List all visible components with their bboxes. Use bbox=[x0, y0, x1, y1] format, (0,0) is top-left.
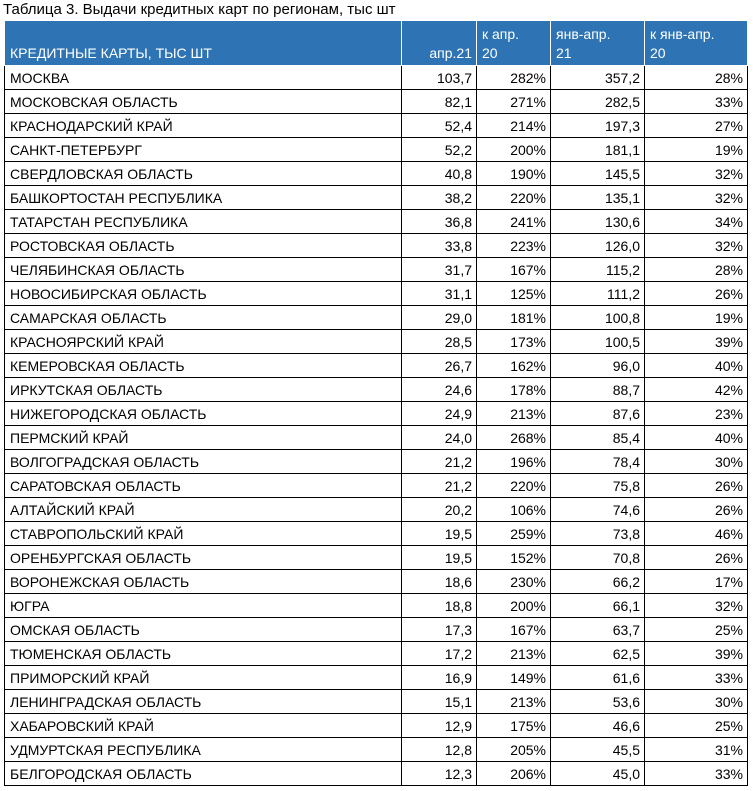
cell-apr21: 52,4 bbox=[402, 114, 477, 138]
table-row bbox=[5, 546, 748, 570]
cell-vs-jan-apr20: 26% bbox=[645, 282, 748, 306]
cell-apr21: 31,1 bbox=[402, 282, 477, 306]
cell-jan-apr21: 96,0 bbox=[551, 354, 645, 378]
cell-vs-apr20: 213% bbox=[477, 642, 551, 666]
header-apr21: апр.21 bbox=[402, 21, 477, 66]
table-row bbox=[5, 186, 748, 210]
cell-vs-jan-apr20: 25% bbox=[645, 618, 748, 642]
cell-vs-jan-apr20: 46% bbox=[645, 522, 748, 546]
cell-jan-apr21: 73,8 bbox=[551, 522, 645, 546]
cell-vs-jan-apr20: 32% bbox=[645, 186, 748, 210]
cell-vs-jan-apr20: 28% bbox=[645, 258, 748, 282]
table-row bbox=[5, 738, 748, 762]
cell-vs-apr20: 205% bbox=[477, 738, 551, 762]
cell-vs-apr20: 213% bbox=[477, 690, 551, 714]
header-jan-apr21-label: янв-апр. 21 bbox=[556, 26, 611, 61]
table-row bbox=[5, 426, 748, 450]
cell-region: МОСКОВСКАЯ ОБЛАСТЬ bbox=[5, 90, 402, 114]
table-row bbox=[5, 642, 748, 666]
cell-jan-apr21: 53,6 bbox=[551, 690, 645, 714]
cell-vs-apr20: 230% bbox=[477, 570, 551, 594]
cell-apr21: 24,6 bbox=[402, 378, 477, 402]
cell-vs-jan-apr20: 40% bbox=[645, 354, 748, 378]
cell-apr21: 24,0 bbox=[402, 426, 477, 450]
cell-region: ПРИМОРСКИЙ КРАЙ bbox=[5, 666, 402, 690]
cell-apr21: 19,5 bbox=[402, 522, 477, 546]
cell-vs-jan-apr20: 19% bbox=[645, 306, 748, 330]
cell-vs-jan-apr20: 32% bbox=[645, 594, 748, 618]
cell-region: КЕМЕРОВСКАЯ ОБЛАСТЬ bbox=[5, 354, 402, 378]
cell-vs-apr20: 181% bbox=[477, 306, 551, 330]
cell-vs-apr20: 214% bbox=[477, 114, 551, 138]
cell-region: ПЕРМСКИЙ КРАЙ bbox=[5, 426, 402, 450]
credit-cards-table bbox=[4, 20, 748, 786]
cell-jan-apr21: 63,7 bbox=[551, 618, 645, 642]
cell-vs-apr20: 196% bbox=[477, 450, 551, 474]
cell-region: СВЕРДЛОВСКАЯ ОБЛАСТЬ bbox=[5, 162, 402, 186]
cell-apr21: 36,8 bbox=[402, 210, 477, 234]
cell-vs-apr20: 175% bbox=[477, 714, 551, 738]
cell-region: САМАРСКАЯ ОБЛАСТЬ bbox=[5, 306, 402, 330]
table-row bbox=[5, 570, 748, 594]
cell-vs-jan-apr20: 32% bbox=[645, 234, 748, 258]
cell-vs-apr20: 282% bbox=[477, 66, 551, 90]
cell-region: КРАСНОДАРСКИЙ КРАЙ bbox=[5, 114, 402, 138]
cell-apr21: 33,8 bbox=[402, 234, 477, 258]
header-vs-apr20 bbox=[477, 21, 551, 66]
cell-vs-apr20: 213% bbox=[477, 402, 551, 426]
cell-region: НОВОСИБИРСКАЯ ОБЛАСТЬ bbox=[5, 282, 402, 306]
cell-vs-jan-apr20: 23% bbox=[645, 402, 748, 426]
header-vs-jan-apr20-label: к янв-апр. 20 bbox=[650, 26, 715, 61]
cell-region: КРАСНОЯРСКИЙ КРАЙ bbox=[5, 330, 402, 354]
cell-jan-apr21: 62,5 bbox=[551, 642, 645, 666]
cell-apr21: 26,7 bbox=[402, 354, 477, 378]
cell-jan-apr21: 135,1 bbox=[551, 186, 645, 210]
cell-vs-apr20: 178% bbox=[477, 378, 551, 402]
cell-vs-jan-apr20: 30% bbox=[645, 690, 748, 714]
cell-jan-apr21: 130,6 bbox=[551, 210, 645, 234]
cell-jan-apr21: 145,5 bbox=[551, 162, 645, 186]
cell-vs-jan-apr20: 39% bbox=[645, 642, 748, 666]
cell-jan-apr21: 357,2 bbox=[551, 66, 645, 90]
cell-jan-apr21: 100,8 bbox=[551, 306, 645, 330]
cell-vs-jan-apr20: 31% bbox=[645, 738, 748, 762]
cell-jan-apr21: 87,6 bbox=[551, 402, 645, 426]
cell-jan-apr21: 75,8 bbox=[551, 474, 645, 498]
cell-vs-jan-apr20: 33% bbox=[645, 762, 748, 786]
cell-vs-apr20: 223% bbox=[477, 234, 551, 258]
cell-region: НИЖЕГОРОДСКАЯ ОБЛАСТЬ bbox=[5, 402, 402, 426]
header-vs-apr20-label: к апр. 20 bbox=[482, 26, 520, 61]
cell-vs-jan-apr20: 27% bbox=[645, 114, 748, 138]
cell-region: ВОРОНЕЖСКАЯ ОБЛАСТЬ bbox=[5, 570, 402, 594]
cell-apr21: 19,5 bbox=[402, 546, 477, 570]
cell-vs-jan-apr20: 26% bbox=[645, 474, 748, 498]
cell-vs-jan-apr20: 42% bbox=[645, 378, 748, 402]
cell-region: САРАТОВСКАЯ ОБЛАСТЬ bbox=[5, 474, 402, 498]
table-row bbox=[5, 402, 748, 426]
cell-apr21: 18,8 bbox=[402, 594, 477, 618]
table-row bbox=[5, 450, 748, 474]
cell-vs-apr20: 149% bbox=[477, 666, 551, 690]
cell-region: АЛТАЙСКИЙ КРАЙ bbox=[5, 498, 402, 522]
cell-jan-apr21: 88,7 bbox=[551, 378, 645, 402]
cell-apr21: 38,2 bbox=[402, 186, 477, 210]
cell-region: БАШКОРТОСТАН РЕСПУБЛИКА bbox=[5, 186, 402, 210]
cell-vs-apr20: 271% bbox=[477, 90, 551, 114]
cell-region: ЮГРА bbox=[5, 594, 402, 618]
cell-vs-apr20: 125% bbox=[477, 282, 551, 306]
table-row bbox=[5, 66, 748, 90]
table-row bbox=[5, 666, 748, 690]
cell-apr21: 21,2 bbox=[402, 450, 477, 474]
cell-vs-apr20: 167% bbox=[477, 618, 551, 642]
cell-region: ТЮМЕНСКАЯ ОБЛАСТЬ bbox=[5, 642, 402, 666]
cell-vs-jan-apr20: 39% bbox=[645, 330, 748, 354]
cell-jan-apr21: 85,4 bbox=[551, 426, 645, 450]
cell-vs-jan-apr20: 40% bbox=[645, 426, 748, 450]
table-row bbox=[5, 714, 748, 738]
header-region: КРЕДИТНЫЕ КАРТЫ, ТЫС ШТ bbox=[5, 21, 402, 66]
cell-jan-apr21: 74,6 bbox=[551, 498, 645, 522]
cell-vs-apr20: 220% bbox=[477, 186, 551, 210]
cell-region: САНКТ-ПЕТЕРБУРГ bbox=[5, 138, 402, 162]
table-row bbox=[5, 114, 748, 138]
table-row bbox=[5, 762, 748, 786]
cell-region: ХАБАРОВСКИЙ КРАЙ bbox=[5, 714, 402, 738]
cell-region: УДМУРТСКАЯ РЕСПУБЛИКА bbox=[5, 738, 402, 762]
cell-jan-apr21: 61,6 bbox=[551, 666, 645, 690]
cell-jan-apr21: 197,3 bbox=[551, 114, 645, 138]
table-row bbox=[5, 690, 748, 714]
table-row bbox=[5, 618, 748, 642]
cell-apr21: 20,2 bbox=[402, 498, 477, 522]
cell-apr21: 21,2 bbox=[402, 474, 477, 498]
cell-vs-jan-apr20: 33% bbox=[645, 90, 748, 114]
cell-apr21: 28,5 bbox=[402, 330, 477, 354]
cell-vs-jan-apr20: 34% bbox=[645, 210, 748, 234]
cell-jan-apr21: 115,2 bbox=[551, 258, 645, 282]
cell-vs-apr20: 167% bbox=[477, 258, 551, 282]
cell-vs-apr20: 241% bbox=[477, 210, 551, 234]
cell-jan-apr21: 100,5 bbox=[551, 330, 645, 354]
cell-vs-apr20: 200% bbox=[477, 594, 551, 618]
cell-vs-jan-apr20: 25% bbox=[645, 714, 748, 738]
table-row bbox=[5, 594, 748, 618]
table-row bbox=[5, 306, 748, 330]
table-row bbox=[5, 474, 748, 498]
cell-vs-apr20: 200% bbox=[477, 138, 551, 162]
cell-region: ИРКУТСКАЯ ОБЛАСТЬ bbox=[5, 378, 402, 402]
cell-jan-apr21: 66,1 bbox=[551, 594, 645, 618]
cell-jan-apr21: 111,2 bbox=[551, 282, 645, 306]
cell-jan-apr21: 181,1 bbox=[551, 138, 645, 162]
cell-apr21: 40,8 bbox=[402, 162, 477, 186]
table-row bbox=[5, 138, 748, 162]
cell-vs-jan-apr20: 26% bbox=[645, 498, 748, 522]
table-row bbox=[5, 282, 748, 306]
cell-region: ВОЛГОГРАДСКАЯ ОБЛАСТЬ bbox=[5, 450, 402, 474]
cell-region: СТАВРОПОЛЬСКИЙ КРАЙ bbox=[5, 522, 402, 546]
cell-apr21: 16,9 bbox=[402, 666, 477, 690]
cell-apr21: 12,8 bbox=[402, 738, 477, 762]
cell-vs-apr20: 162% bbox=[477, 354, 551, 378]
cell-jan-apr21: 126,0 bbox=[551, 234, 645, 258]
table-row bbox=[5, 90, 748, 114]
cell-vs-jan-apr20: 33% bbox=[645, 666, 748, 690]
cell-vs-apr20: 268% bbox=[477, 426, 551, 450]
cell-apr21: 24,9 bbox=[402, 402, 477, 426]
cell-apr21: 31,7 bbox=[402, 258, 477, 282]
cell-vs-jan-apr20: 19% bbox=[645, 138, 748, 162]
table-row bbox=[5, 354, 748, 378]
cell-vs-apr20: 152% bbox=[477, 546, 551, 570]
cell-vs-jan-apr20: 26% bbox=[645, 546, 748, 570]
cell-vs-jan-apr20: 30% bbox=[645, 450, 748, 474]
cell-vs-jan-apr20: 17% bbox=[645, 570, 748, 594]
cell-region: ЛЕНИНГРАДСКАЯ ОБЛАСТЬ bbox=[5, 690, 402, 714]
cell-region: ЧЕЛЯБИНСКАЯ ОБЛАСТЬ bbox=[5, 258, 402, 282]
table-row bbox=[5, 210, 748, 234]
table-row bbox=[5, 522, 748, 546]
cell-jan-apr21: 70,8 bbox=[551, 546, 645, 570]
cell-vs-apr20: 206% bbox=[477, 762, 551, 786]
cell-vs-apr20: 220% bbox=[477, 474, 551, 498]
cell-apr21: 12,9 bbox=[402, 714, 477, 738]
table-caption: Таблица 3. Выдачи кредитных карт по регионам, тыс шт bbox=[3, 1, 396, 18]
cell-region: РОСТОВСКАЯ ОБЛАСТЬ bbox=[5, 234, 402, 258]
cell-apr21: 17,2 bbox=[402, 642, 477, 666]
cell-jan-apr21: 45,0 bbox=[551, 762, 645, 786]
cell-region: БЕЛГОРОДСКАЯ ОБЛАСТЬ bbox=[5, 762, 402, 786]
table-row bbox=[5, 162, 748, 186]
cell-apr21: 103,7 bbox=[402, 66, 477, 90]
header-vs-jan-apr20 bbox=[645, 21, 748, 66]
cell-apr21: 52,2 bbox=[402, 138, 477, 162]
cell-apr21: 12,3 bbox=[402, 762, 477, 786]
table-row bbox=[5, 234, 748, 258]
cell-jan-apr21: 66,2 bbox=[551, 570, 645, 594]
table-row bbox=[5, 258, 748, 282]
cell-region: МОСКВА bbox=[5, 66, 402, 90]
cell-jan-apr21: 45,5 bbox=[551, 738, 645, 762]
cell-vs-apr20: 259% bbox=[477, 522, 551, 546]
table-body bbox=[5, 66, 748, 786]
table-row bbox=[5, 498, 748, 522]
table-row bbox=[5, 330, 748, 354]
table-header-row bbox=[5, 21, 748, 66]
table-row bbox=[5, 378, 748, 402]
cell-region: ОРЕНБУРГСКАЯ ОБЛАСТЬ bbox=[5, 546, 402, 570]
cell-vs-apr20: 173% bbox=[477, 330, 551, 354]
cell-apr21: 82,1 bbox=[402, 90, 477, 114]
header-jan-apr21 bbox=[551, 21, 645, 66]
cell-vs-apr20: 190% bbox=[477, 162, 551, 186]
cell-vs-jan-apr20: 32% bbox=[645, 162, 748, 186]
cell-jan-apr21: 78,4 bbox=[551, 450, 645, 474]
cell-jan-apr21: 46,6 bbox=[551, 714, 645, 738]
cell-apr21: 18,6 bbox=[402, 570, 477, 594]
cell-region: ОМСКАЯ ОБЛАСТЬ bbox=[5, 618, 402, 642]
cell-apr21: 29,0 bbox=[402, 306, 477, 330]
cell-vs-apr20: 106% bbox=[477, 498, 551, 522]
cell-apr21: 17,3 bbox=[402, 618, 477, 642]
cell-apr21: 15,1 bbox=[402, 690, 477, 714]
cell-jan-apr21: 282,5 bbox=[551, 90, 645, 114]
cell-vs-jan-apr20: 28% bbox=[645, 66, 748, 90]
cell-region: ТАТАРСТАН РЕСПУБЛИКА bbox=[5, 210, 402, 234]
